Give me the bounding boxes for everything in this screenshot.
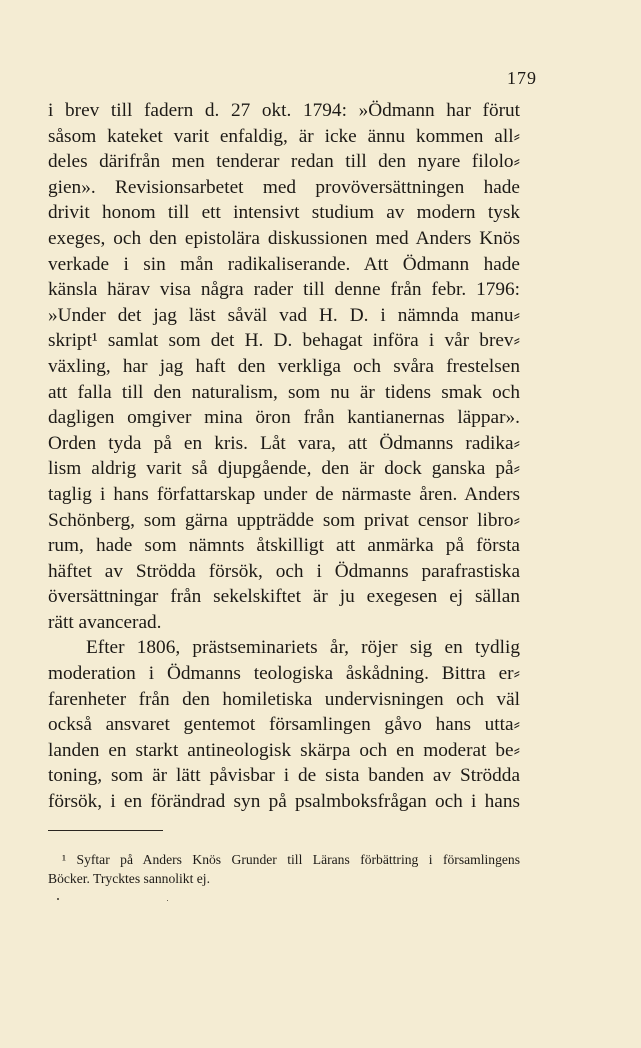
text-line: skript¹ samlat som det H. D. behagat införa i vår brev⸗ [48,330,520,352]
print-speck [57,898,59,900]
text-line: dagligen omgiver mina öron från kantianernas läppar». [48,407,520,429]
text-line: »Under det jag läst såväl vad H. D. i nämnda manu⸗ [48,304,520,326]
text-line: taglig i hans författarskap under de närmaste åren. Anders [48,483,520,505]
text-line-paragraph-start: Efter 1806, prästseminariets år, röjer sig en tydlig [86,637,520,659]
text-line: Schönberg, som gärna uppträdde som privat censor libro⸗ [48,509,520,531]
text-line: såsom kateket varit enfaldig, är icke ännu kommen all⸗ [48,125,520,147]
text-line: lism aldrig varit så djupgående, den är dock ganska på⸗ [48,458,520,480]
footnote [48,850,520,888]
text-line: rum, hade som nämnts åtskilligt att anmärka på första [48,535,520,557]
body-text [48,98,520,815]
footnote-line: Böcker. Trycktes sannolikt ej. [48,871,210,886]
text-line: häftet av Strödda försök, och i Ödmanns parafrastiska [48,560,520,582]
text-line: verkade i sin mån radikaliserande. Att Ödmann hade [48,253,520,275]
print-speck [167,900,168,901]
footnote-divider [48,830,163,831]
text-line: översättningar från sekelskiftet är ju exegesen ej sällan [48,586,520,608]
page-number: 179 [507,68,537,88]
text-line: drivit honom till ett intensivt studium av modern tysk [48,202,520,224]
text-line: landen en starkt antineologisk skärpa och en moderat be⸗ [48,739,520,761]
text-line-paragraph-end: rätt avancerad. [48,611,162,633]
text-line: försök, i en förändrad syn på psalmboksfrågan och i hans [48,791,520,813]
text-line: också ansvaret gentemot församlingen gåvo hans utta⸗ [48,714,520,736]
text-line: exeges, och den epistolära diskussionen med Anders Knös [48,227,520,249]
text-line: Orden tyda på en kris. Låt vara, att Ödmanns radika⸗ [48,432,520,454]
footnote-line: ¹ Syftar på Anders Knös Grunder till Lärans förbättring i församlingens [62,852,520,867]
text-line: toning, som är lätt påvisbar i de sista banden av Strödda [48,765,520,787]
text-line: moderation i Ödmanns teologiska åskådning. Bittra er⸗ [48,663,520,685]
text-line: gien». Revisionsarbetet med provöversättningen hade [48,176,520,198]
text-line: känsla härav visa några rader till denne från febr. 1796: [48,279,520,301]
text-line: farenheter från den homiletiska undervisningen och väl [48,688,520,710]
text-line: i brev till fadern d. 27 okt. 1794: »Ödmann har förut [48,100,520,121]
text-line: deles därifrån men tenderar redan till den nyare filolo⸗ [48,151,520,173]
text-line: att falla till den naturalism, som nu är tidens smak och [48,381,520,403]
text-line: växling, har jag haft den verkliga och svåra frestelsen [48,355,520,377]
